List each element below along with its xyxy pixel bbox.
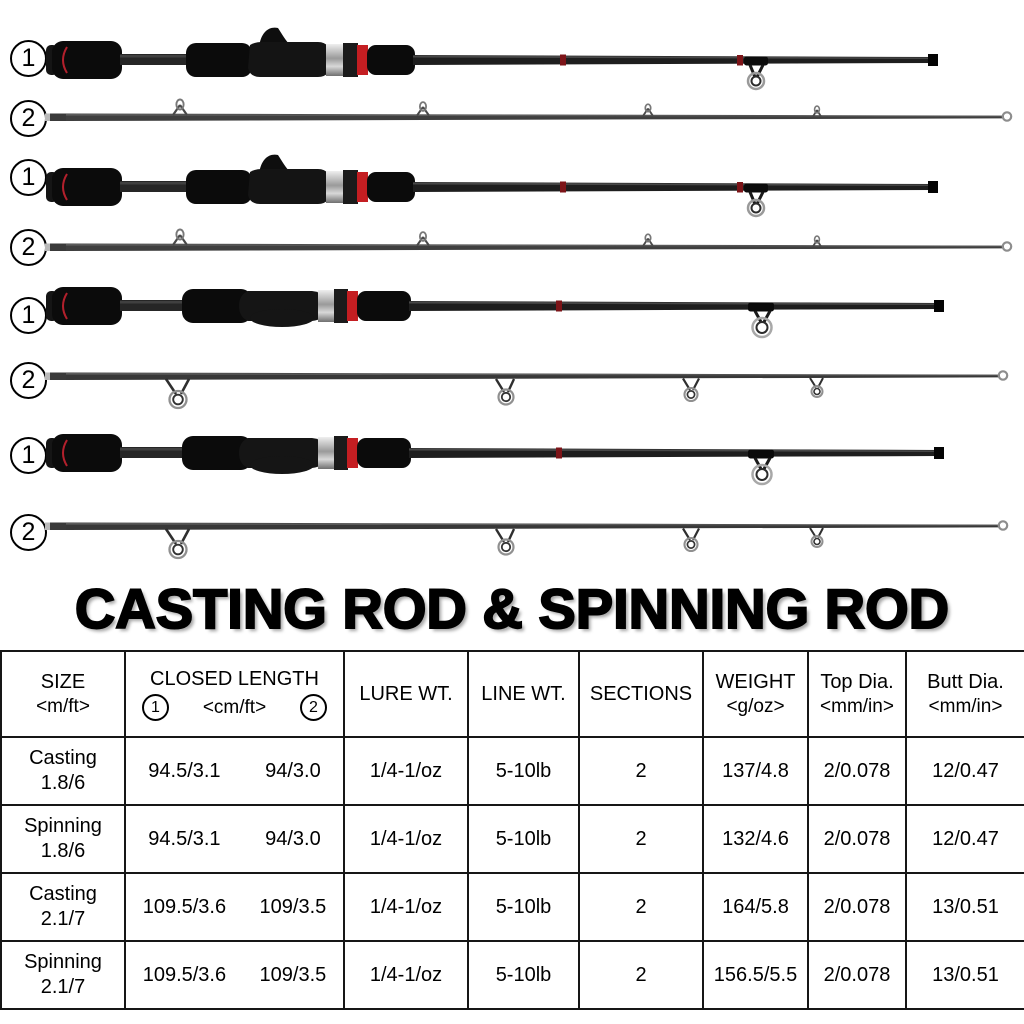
line-wt-cell: 5-10lb (468, 737, 579, 805)
sections-cell: 2 (579, 873, 703, 941)
butt-dia-cell: 13/0.51 (906, 941, 1024, 1009)
circled-number-label: 2 (10, 362, 47, 399)
spinning-rod-tip-image (0, 362, 1024, 418)
rod-size: 2.1/7 (40, 976, 86, 998)
closed-length-unit: <cm/ft> (202, 696, 267, 718)
circled-number-label: 1 (10, 40, 47, 77)
table-row (1, 737, 1024, 805)
spinning-rod-butt-image (0, 418, 1024, 488)
table-row (1, 941, 1024, 1009)
size-cell (1, 941, 125, 1009)
circled-1-icon: 1 (142, 694, 169, 721)
size-cell (1, 737, 125, 805)
closed-length-section1: 109.5/3.6 (142, 963, 227, 986)
line-wt-cell: 5-10lb (468, 805, 579, 873)
closed-length-title: CLOSED LENGTH (150, 668, 319, 690)
weight-cell: 156.5/5.5 (703, 941, 808, 1009)
line-wt-cell: 5-10lb (468, 873, 579, 941)
column-header-butt-dia (906, 651, 1024, 737)
closed-length-section1: 109.5/3.6 (142, 895, 227, 918)
circled-number-label: 2 (10, 514, 47, 551)
circled-number-label: 1 (10, 437, 47, 474)
casting-rod-butt-image (0, 25, 1024, 95)
closed-length-section1: 94.5/3.1 (148, 759, 221, 782)
butt-dia-unit: <mm/in> (928, 695, 1003, 717)
top-dia-cell: 2/0.078 (808, 941, 906, 1009)
weight-title: WEIGHT (715, 670, 796, 693)
sections-cell: 2 (579, 941, 703, 1009)
circled-number-label: 2 (10, 229, 47, 266)
lure-wt-cell: 1/4-1/oz (344, 873, 468, 941)
spinning-rod-tip-image (0, 512, 1024, 568)
top-dia-unit: <mm/in> (820, 695, 894, 717)
weight-cell: 164/5.8 (703, 873, 808, 941)
rod-type: Casting (29, 883, 97, 905)
spec-table (0, 650, 1024, 1010)
top-dia-title: Top Dia. (820, 670, 894, 693)
closed-length-section2: 109/3.5 (259, 895, 327, 918)
closed-length-cell (125, 805, 344, 873)
rod-type: Casting (29, 747, 97, 769)
top-dia-cell: 2/0.078 (808, 805, 906, 873)
butt-dia-title: Butt Dia. (927, 670, 1004, 693)
closed-length-section2: 94/3.0 (265, 827, 321, 850)
circled-number-label: 2 (10, 100, 47, 137)
rod-type: Spinning (24, 815, 102, 837)
lure-wt-cell: 1/4-1/oz (344, 941, 468, 1009)
spinning-rod-butt-image (0, 271, 1024, 341)
lure-wt-cell: 1/4-1/oz (344, 737, 468, 805)
page-title: CASTING ROD & SPINNING ROD (74, 576, 950, 640)
rod-size: 1.8/6 (40, 772, 86, 794)
column-header-line-wt: LINE WT. (468, 651, 579, 737)
butt-dia-cell: 12/0.47 (906, 737, 1024, 805)
casting-rod-tip-image (0, 227, 1024, 271)
table-header-row (1, 651, 1024, 737)
lure-wt-cell: 1/4-1/oz (344, 805, 468, 873)
column-header-lure-wt: LURE WT. (344, 651, 468, 737)
table-row (1, 805, 1024, 873)
column-header-size (1, 651, 125, 737)
weight-cell: 132/4.6 (703, 805, 808, 873)
closed-length-cell (125, 737, 344, 805)
column-header-top-dia (808, 651, 906, 737)
weight-cell: 137/4.8 (703, 737, 808, 805)
size-title: SIZE (40, 670, 86, 693)
rod-size: 1.8/6 (40, 840, 86, 862)
rod-type: Spinning (24, 951, 102, 973)
circled-number-label: 1 (10, 297, 47, 334)
sections-cell: 2 (579, 805, 703, 873)
circled-2-icon: 2 (300, 694, 327, 721)
rod-size: 2.1/7 (40, 908, 86, 930)
weight-unit: <g/oz> (726, 695, 785, 717)
size-cell (1, 873, 125, 941)
casting-rod-tip-image (0, 97, 1024, 141)
column-header-sections: SECTIONS (579, 651, 703, 737)
column-header-weight (703, 651, 808, 737)
closed-length-section2: 94/3.0 (265, 759, 321, 782)
circled-number-label: 1 (10, 159, 47, 196)
table-row (1, 873, 1024, 941)
column-header-closed-length (125, 651, 344, 737)
butt-dia-cell: 12/0.47 (906, 805, 1024, 873)
sections-cell: 2 (579, 737, 703, 805)
casting-rod-butt-image (0, 152, 1024, 222)
line-wt-cell: 5-10lb (468, 941, 579, 1009)
butt-dia-cell: 13/0.51 (906, 873, 1024, 941)
top-dia-cell: 2/0.078 (808, 873, 906, 941)
size-unit: <m/ft> (36, 695, 90, 717)
closed-length-cell (125, 873, 344, 941)
closed-length-cell (125, 941, 344, 1009)
closed-length-section2: 109/3.5 (259, 963, 327, 986)
closed-length-section1: 94.5/3.1 (148, 827, 221, 850)
top-dia-cell: 2/0.078 (808, 737, 906, 805)
size-cell (1, 805, 125, 873)
